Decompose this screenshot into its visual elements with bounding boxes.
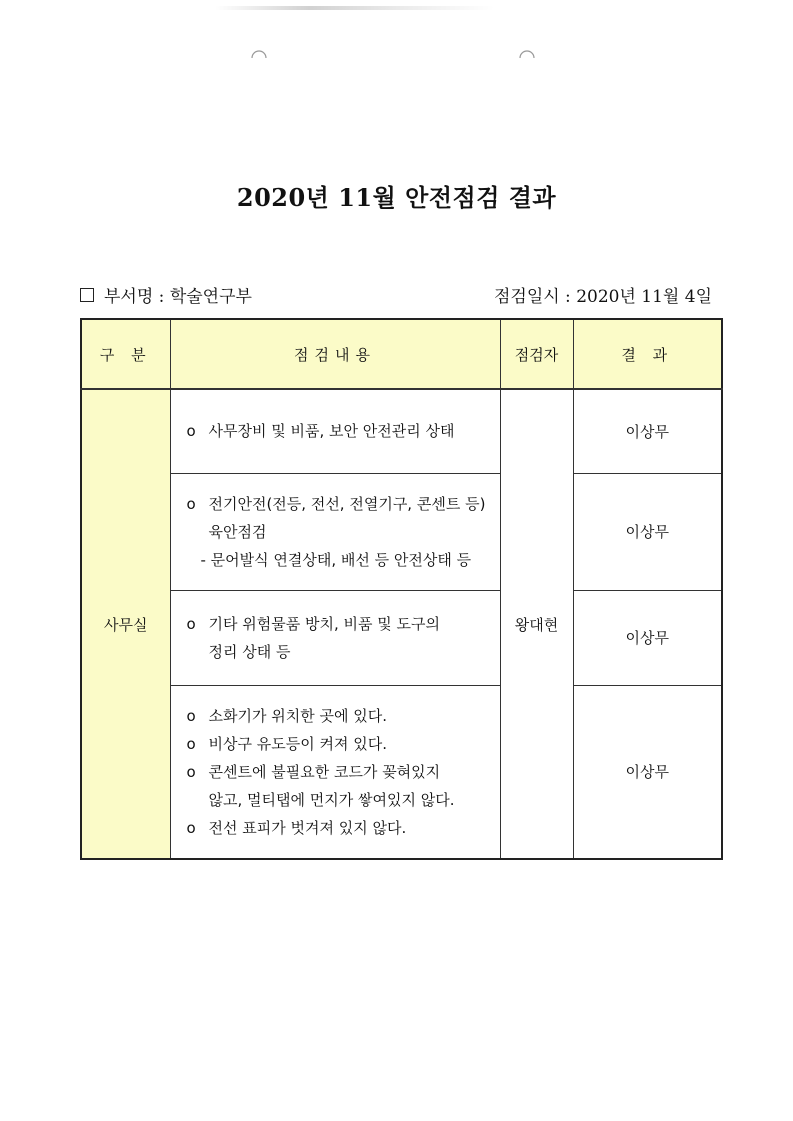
checkbox-icon — [80, 288, 94, 302]
content-text: 콘센트에 불필요한 코드가 꽂혀있지 — [208, 762, 441, 781]
content-text: 정리 상태 등 — [208, 642, 291, 661]
result-cell: 이상무 — [573, 473, 722, 590]
inspection-table — [80, 318, 723, 860]
category-cell: 사무실 — [81, 389, 170, 859]
content-text: 전기안전(전등, 전선, 전열기구, 콘센트 등) — [208, 494, 486, 513]
content-text: 비상구 유도등이 켜져 있다. — [208, 734, 387, 753]
content-line — [187, 546, 492, 574]
result-cell: 이상무 — [573, 685, 722, 859]
bullet-icon — [187, 518, 209, 546]
content-cell — [170, 590, 500, 685]
content-text: 않고, 멀티탭에 먼지가 쌓여있지 않다. — [208, 790, 455, 809]
header-inspector: 점검자 — [500, 319, 573, 389]
bullet-icon: o — [186, 614, 196, 633]
inspection-date — [494, 282, 712, 307]
department-label: 부서명 : — [104, 287, 165, 307]
content-line — [187, 730, 492, 758]
content-line — [187, 814, 492, 842]
table-row — [81, 389, 722, 473]
bullet-icon: o — [186, 762, 196, 781]
content-line — [187, 702, 492, 730]
result-cell: 이상무 — [573, 389, 722, 473]
header-result: 결 과 — [573, 319, 722, 389]
content-text: 육안점검 — [208, 522, 267, 541]
content-cell — [170, 389, 500, 473]
result-cell: 이상무 — [573, 590, 722, 685]
content-cell — [170, 473, 500, 590]
header-content: 점검내용 — [170, 319, 500, 389]
table-row — [81, 685, 722, 859]
scan-artifact — [215, 6, 495, 10]
content-text: 기타 위험물품 방치, 비품 및 도구의 — [208, 614, 440, 633]
content-line — [187, 490, 492, 518]
bullet-icon: o — [186, 706, 196, 725]
date-value: 2020년 11월 4일 — [576, 287, 712, 307]
content-line — [187, 638, 492, 666]
content-line — [187, 786, 492, 814]
content-text: - 문어발식 연결상태, 배선 등 안전상태 등 — [200, 550, 472, 569]
info-row — [80, 282, 720, 308]
content-line — [187, 518, 492, 546]
content-cell — [170, 685, 500, 859]
content-text: 사무장비 및 비품, 보안 안전관리 상태 — [208, 422, 455, 441]
bullet-icon: o — [186, 734, 196, 753]
header-category: 구 분 — [81, 319, 170, 389]
content-text: 전선 표피가 벗겨져 있지 않다. — [208, 818, 407, 837]
bullet-icon: o — [186, 818, 196, 837]
inspector-cell: 왕대현 — [500, 389, 573, 859]
content-line — [187, 758, 492, 786]
date-label: 점검일시 : — [493, 287, 571, 307]
punch-hole-icon — [518, 42, 536, 60]
table-header-row — [81, 319, 722, 389]
page-title: 2020년 11월 안전점검 결과 — [236, 183, 557, 212]
table-row — [81, 590, 722, 685]
content-text: 소화기가 위치한 곳에 있다. — [208, 706, 387, 725]
department-info — [80, 282, 252, 307]
bullet-icon: o — [186, 422, 196, 441]
table-row — [81, 473, 722, 590]
department-value: 학술연구부 — [169, 287, 252, 307]
bullet-icon: o — [186, 494, 196, 513]
content-line — [187, 610, 492, 638]
content-line — [187, 417, 492, 445]
bullet-icon — [187, 638, 209, 666]
punch-hole-icon — [250, 42, 268, 60]
bullet-icon — [187, 786, 209, 814]
